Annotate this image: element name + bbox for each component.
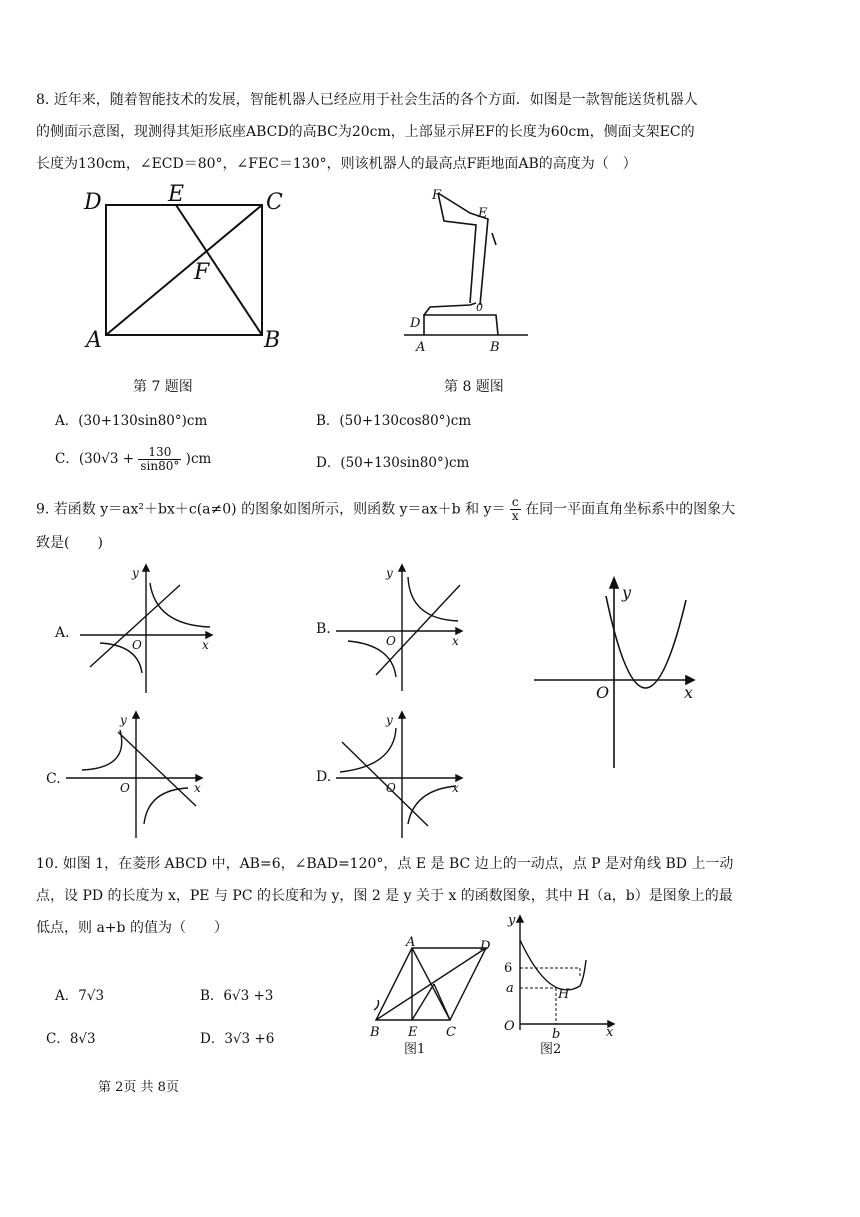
q9-option-c[interactable]: C.	[46, 771, 61, 787]
q10-stroke-mark	[374, 1000, 379, 1010]
fig8-base-top	[424, 303, 476, 315]
q9-line-2: 致是( )	[36, 535, 103, 551]
fig8-label-e: E	[478, 206, 488, 221]
q8-option-c-denominator: sin80°	[140, 459, 180, 473]
q10-line-3: 低点，则 a+b 的值为（ ）	[36, 920, 228, 936]
q9-parabola-figure	[534, 578, 704, 772]
fig7-caption: 第 7 题图	[133, 379, 193, 395]
q9a-origin: O	[132, 638, 142, 652]
q9-graph-b	[336, 565, 476, 695]
fig7-label-f: F	[194, 260, 210, 285]
fig8-label-f: F	[432, 188, 442, 203]
fig8-label-b: B	[490, 340, 500, 355]
q10-figure-1	[368, 935, 498, 1058]
fig8-base	[424, 315, 498, 335]
q9-graph-a	[80, 565, 220, 695]
fig7-label-a: A	[86, 328, 102, 353]
q10-fig2-six: 6	[504, 961, 513, 976]
q8-option-a[interactable]: A．(30+130sin80°)cm	[55, 413, 208, 429]
q10-option-a[interactable]: A．7√3	[55, 988, 105, 1004]
q10-option-d[interactable]: D．3√3 +6	[200, 1031, 275, 1047]
q10-figure-2	[500, 912, 620, 1042]
q10-fig2-caption: 图2	[540, 1042, 562, 1057]
q9d-origin: O	[386, 781, 396, 795]
q8-line-2: 的侧面示意图，现测得其矩形底座ABCD的高BC为20cm，上部显示屏EF的长度为60cm，侧面支架EC的	[36, 124, 695, 140]
q10-fig2-b: b	[552, 1027, 561, 1042]
q10-option-c[interactable]: C．8√3	[46, 1031, 96, 1047]
fig7-line-eb	[176, 205, 262, 335]
fig8-caption: 第 8 题图	[444, 379, 504, 395]
q10-fig2-origin: O	[504, 1019, 515, 1034]
figure-7	[80, 182, 290, 355]
fig7-label-b: B	[264, 328, 281, 353]
fig7-label-c: C	[266, 190, 283, 215]
q9-parabola-x-label: x	[684, 683, 694, 702]
q10-fig2-x-label: x	[606, 1025, 614, 1040]
q9b-y-label: y	[386, 566, 393, 580]
q9d-x-label: x	[452, 781, 459, 795]
q10-fig2-a: a	[506, 981, 514, 996]
q9-fraction-numerator: c	[510, 496, 521, 510]
fig8-label-c: 0	[476, 301, 483, 314]
q10-option-b[interactable]: B．6√3 +3	[200, 988, 274, 1004]
fig8-support-outer	[438, 193, 476, 303]
q10-fig1-label-e: E	[408, 1025, 418, 1040]
q8-option-c-fraction	[138, 446, 181, 473]
q8-option-d[interactable]: D．(50+130sin80°)cm	[316, 455, 470, 471]
q9-option-a[interactable]: A.	[55, 625, 70, 641]
q9c-x-label: x	[194, 781, 201, 795]
q9-parabola-origin: O	[596, 683, 610, 702]
q9b-origin: O	[386, 634, 396, 648]
fig8-label-d: D	[410, 316, 421, 331]
fig7-label-e: E	[168, 182, 185, 207]
q9-graph-c	[62, 712, 212, 842]
q9a-x-label: x	[202, 638, 209, 652]
q9-parabola-y-label: y	[622, 583, 632, 602]
q10-fig2-curve	[520, 940, 586, 990]
q9c-origin: O	[120, 781, 130, 795]
q8-option-c-prefix: C．(30√3 +	[55, 451, 135, 467]
q10-fig2-y-label: y	[508, 913, 516, 928]
q10-fig1-label-b: B	[370, 1025, 380, 1040]
q9-parabola-curve	[606, 596, 686, 688]
q9a-y-label: y	[132, 566, 139, 580]
q9-line-1b: 在同一平面直角坐标系中的图象大	[525, 501, 736, 518]
q9c-y-label: y	[120, 713, 127, 727]
q10-line-1: 10. 如图 1，在菱形 ABCD 中，AB=6，∠BAD=120°，点 E 是 BC 边上的一动点，点 P 是对角线 BD 上一动	[36, 856, 734, 872]
q9-line-1a: 9. 若函数 y＝ax²＋bx＋c(a≠0) 的图象如图所示，则函数 y＝ax＋b 和 y＝	[36, 501, 506, 518]
q10-segment-ac	[412, 948, 450, 1020]
q9-line-1	[36, 496, 735, 523]
q9b-x-label: x	[452, 634, 459, 648]
q10-fig1-label-d: D	[480, 939, 491, 954]
q10-fig1-label-c: C	[446, 1025, 456, 1040]
q9-graph-d	[336, 712, 476, 842]
fig7-line-ac	[106, 205, 262, 335]
fig7-label-d: D	[84, 190, 102, 215]
q10-line-2: 点，设 PD 的长度为 x，PE 与 PC 的长度和为 y，图 2 是 y 关于 x 的函数图象，其中 H（a，b）是图象上的最	[36, 888, 733, 904]
q8-line-3: 长度为130cm，∠ECD＝80°，∠FEC＝130°，则该机器人的最高点F距地面AB的高度为（ ）	[36, 156, 637, 172]
page-footer: 第 2页 共 8页	[98, 1080, 179, 1095]
q9-option-b[interactable]: B.	[316, 621, 331, 637]
q10-fig1-label-a: A	[406, 935, 416, 950]
q9-option-d[interactable]: D.	[316, 769, 332, 785]
figure-8	[400, 185, 540, 355]
q9-fraction	[510, 496, 521, 523]
q8-option-c[interactable]	[55, 446, 211, 473]
q10-fig1-caption: 图1	[404, 1042, 426, 1057]
fig8-label-a: A	[416, 340, 426, 355]
q8-option-b[interactable]: B．(50+130cos80°)cm	[316, 413, 472, 429]
fig8-tick	[492, 233, 496, 245]
q8-line-1: 8. 近年来，随着智能技术的发展，智能机器人已经应用于社会生活的各个方面．如图是一款智能送货机器人	[36, 92, 698, 108]
q10-fig2-h: H	[558, 987, 570, 1002]
q9d-y-label: y	[386, 713, 393, 727]
q8-option-c-suffix: )cm	[185, 451, 212, 467]
q9-fraction-denominator: x	[511, 509, 519, 523]
q8-option-c-numerator: 130	[138, 446, 181, 460]
